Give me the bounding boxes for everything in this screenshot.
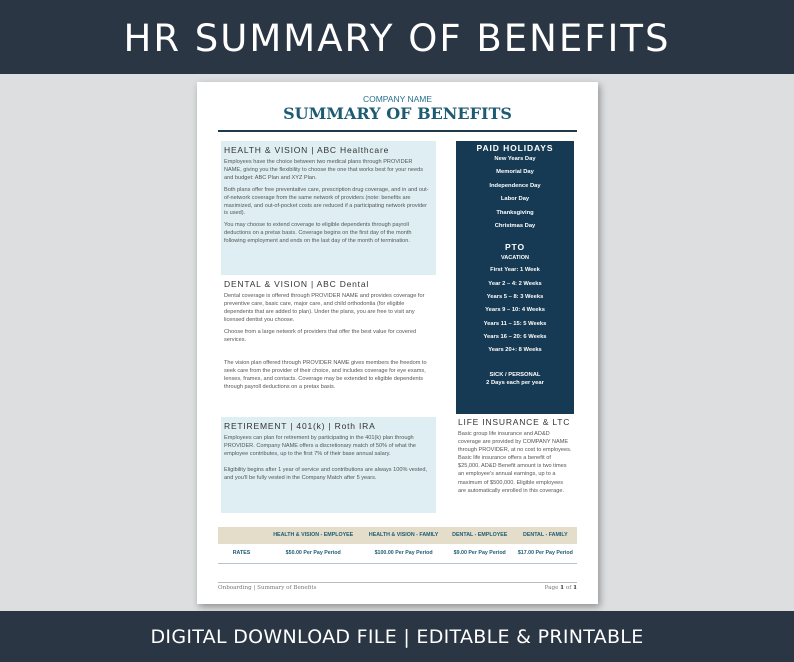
dental-vision-heading: DENTAL & VISION | ABC Dental [224,279,370,289]
health-paragraph: You may choose to extend coverage to eligible dependents through payroll deductions on a pretax basis. Coverage begins on the first day of the month following employment and ends on the last day of the month of termination. [224,222,412,245]
rates-table [218,527,577,564]
rates-header-blank [218,527,265,544]
pto-item: Years 5 – 8: 3 Weeks [486,294,544,301]
vacation-subheading: VACATION [501,255,529,262]
footer-page-number [545,585,577,591]
health-vision-section [221,141,436,275]
health-paragraph: Employees have the choice between two medical plans through PROVIDER NAME, giving you the flexibility to choose the one that works best for your needs and budget: ABC Plan and XYZ Plan. [224,159,423,181]
document-page [197,82,598,604]
holiday-item: Labor Day [500,196,530,203]
vision-paragraph: The vision plan offered through PROVIDER NAME gives members the freedom to seek care from the provider of their choice, and includes coverage for eye exams, lenses, frames, and contacts. Coverage may be extended to eligible dependents through payroll deductions on a pretax basis. [224,360,427,391]
rates-header-cell: HEALTH & VISION - EMPLOYEE [265,527,361,544]
pto-item: Years 20+: 8 Weeks [488,347,542,354]
retirement-paragraph: Eligibility begins after 1 year of service and contributions are always 100% vested, and you'll be fully vested in the Company Match after 5 years. [224,466,428,481]
pto-item: First Year: 1 Week [490,267,540,274]
pto-item: Years 9 – 10: 4 Weeks [485,307,545,314]
life-insurance-paragraph: Basic group life insurance and AD&D coverage are provided by COMPANY NAME through PROVIDER, at no cost to employees. Basic life insurance offers a benefit of $25,000. AD&D Benefit amount is two times an employee's annual earnings, up to a maximum of $500,000. Eligible employees are automatically enrolled in this coverage. [458,431,572,494]
table-row [218,544,577,563]
page-of: of [565,585,572,591]
rates-header-cell: DENTAL - FAMILY [514,527,577,544]
health-vision-heading: HEALTH & VISION | ABC Healthcare [224,145,390,155]
sick-personal-value: 2 Days each per year [486,379,544,386]
rates-header-cell: HEALTH & VISION - FAMILY [361,527,445,544]
pto-item: Years 16 – 20: 6 Weeks [483,333,547,340]
retirement-heading: RETIREMENT | 401(k) | Roth IRA [224,421,376,431]
paid-holidays-heading: PAID HOLIDAYS [476,143,554,153]
company-name: COMPANY NAME [362,94,433,104]
dental-vision-section [221,277,436,412]
holiday-item: New Years Day [494,156,536,162]
title-divider [218,130,577,132]
rate-cell: $50.00 Per Pay Period [265,544,361,563]
life-insurance-heading: LIFE INSURANCE & LTC [458,417,571,427]
pto-item: Years 11 – 15: 5 Weeks [483,320,547,327]
sick-personal-label: SICK / PERSONAL [489,371,541,378]
life-insurance-section [458,417,572,499]
holidays-pto-panel [456,141,574,414]
page-total: 1 [573,585,577,591]
rates-header-cell: DENTAL - EMPLOYEE [446,527,514,544]
page-prefix: Page [544,585,559,591]
retirement-paragraph: Employees can plan for retirement by participating in the 401(k) plan through PROVIDER. Company NAME offers a discretionary match of 50% of what the employee contributes, up to the first 7% of their base annual salary. [224,435,417,457]
footer-document-label: Onboarding | Summary of Benefits [218,585,317,591]
dental-paragraph: Choose from a large network of providers that offer the best value for covered services. [224,328,417,343]
page-current: 1 [560,585,565,591]
rate-cell: $9.00 Per Pay Period [446,544,514,563]
holiday-item: Independence Day [489,182,541,189]
pto-item: Year 2 – 4: 2 Weeks [488,280,542,287]
document-title: SUMMARY OF BENEFITS [283,104,512,123]
footer-divider [218,582,577,583]
rate-cell: $100.00 Per Pay Period [361,544,445,563]
top-banner-title: HR SUMMARY OF BENEFITS [0,0,794,74]
holiday-item: Thanksgiving [496,209,534,216]
dental-paragraph: Dental coverage is offered through PROVIDER NAME and provides coverage for preventive care, basic care, major care, and child orthodontia (for eligible dependents that are added to plan). Under the plans, you are free to visit any licensed dentist you choose. [224,293,425,323]
bottom-banner-text: DIGITAL DOWNLOAD FILE | EDITABLE & PRINTABLE [0,611,794,662]
holiday-item: Christmas Day [494,223,536,230]
rate-cell: $17.00 Per Pay Period [514,544,577,563]
pto-heading: PTO [504,242,526,253]
rates-row-label: RATES [218,544,265,563]
health-paragraph: Both plans offer free preventative care, prescription drug coverage, and in and out-of-network coverage from the same network of providers (note: benefits are maximized, and out-of-pocket costs are reduced if a participating network provider is used). [224,186,429,217]
holiday-item: Memorial Day [496,169,534,176]
retirement-section [221,417,436,513]
